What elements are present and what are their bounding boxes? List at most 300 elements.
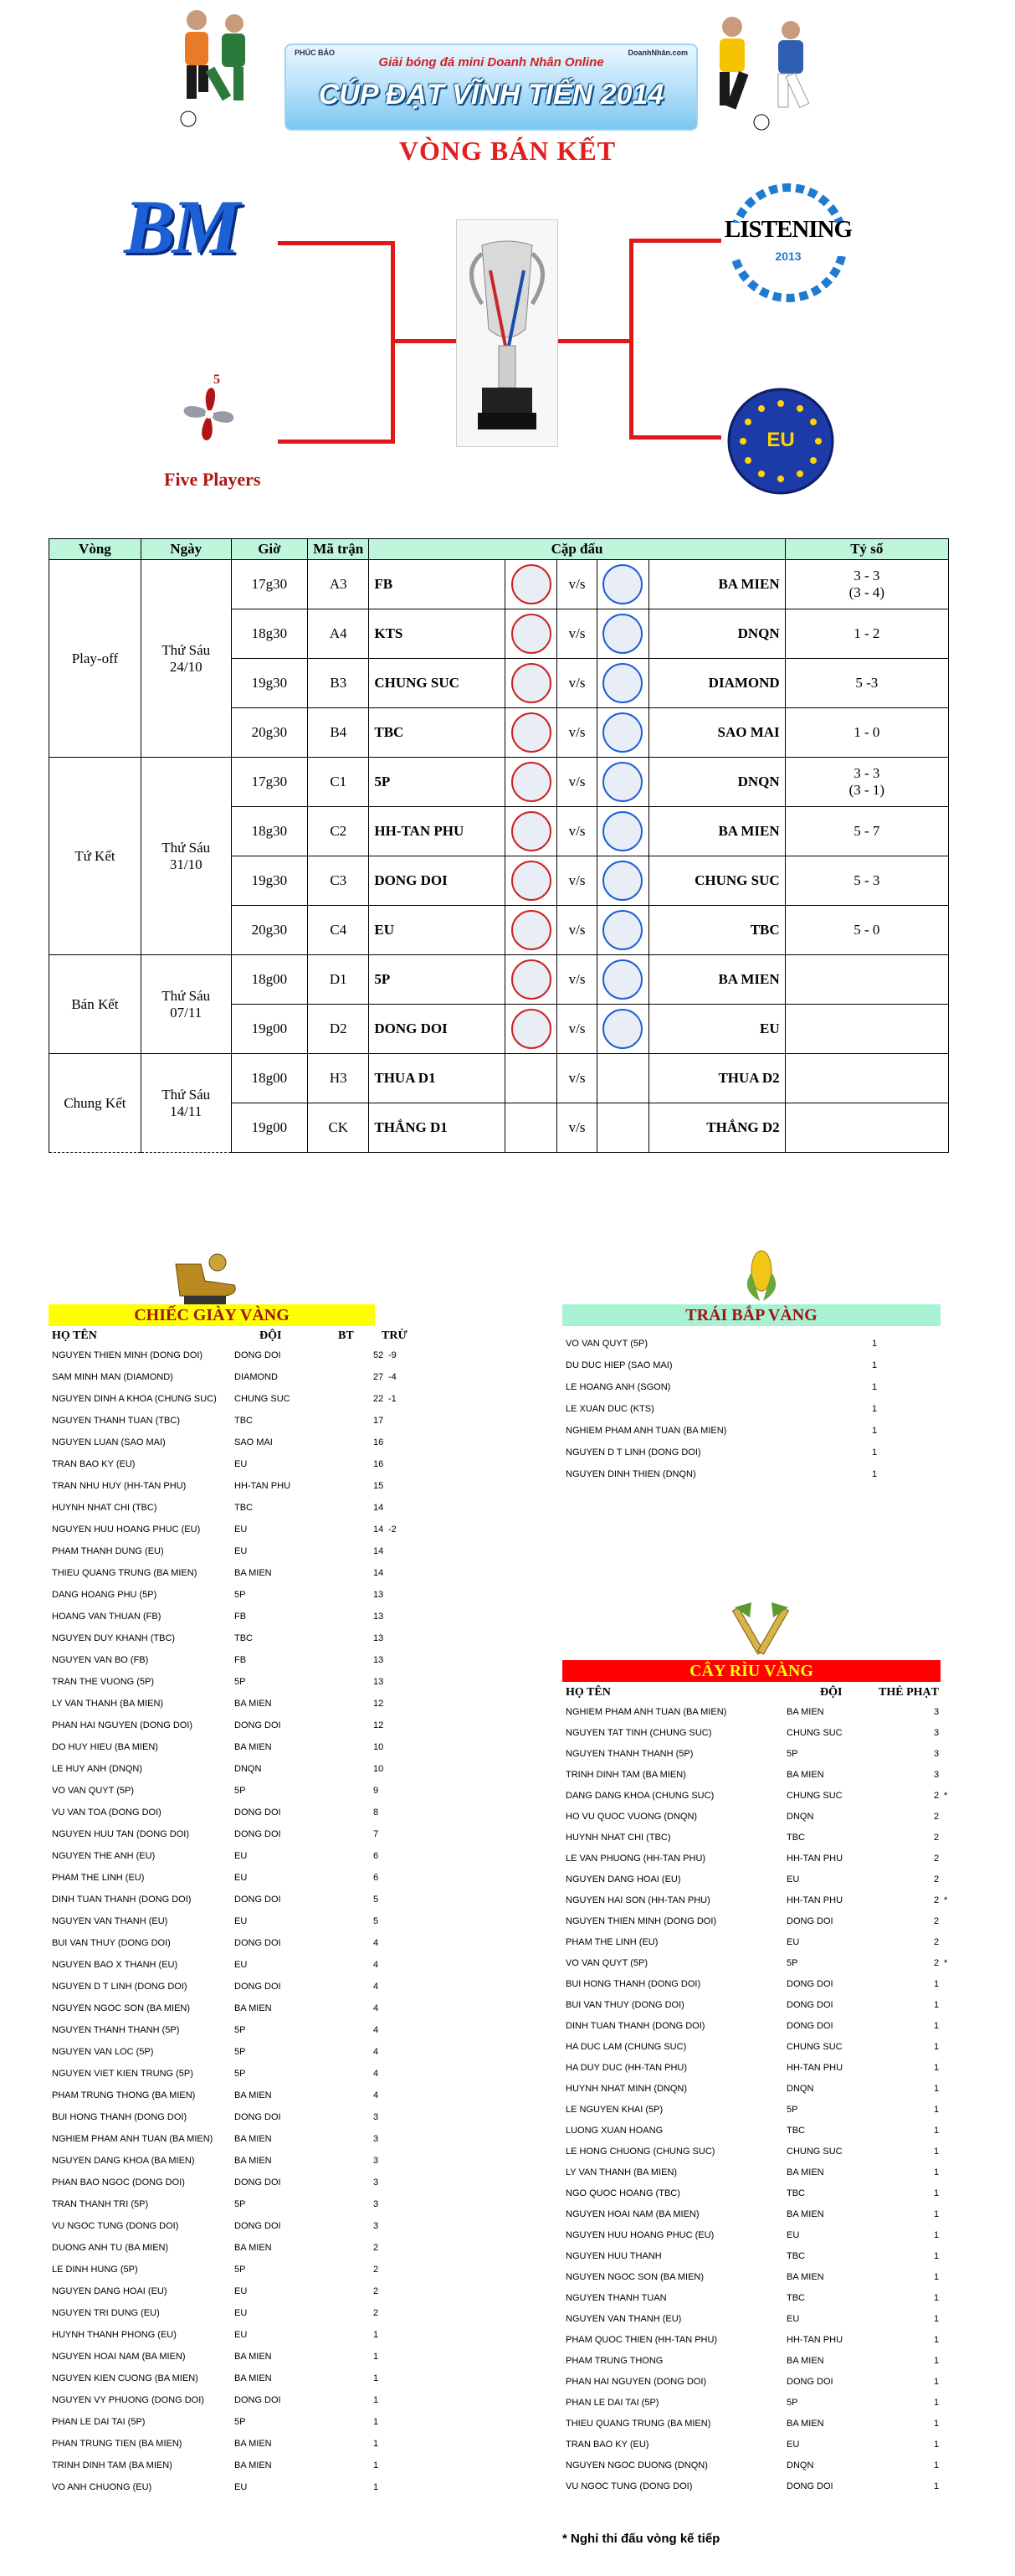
day-label: Thứ Sáu bbox=[161, 987, 211, 1004]
scorer-row bbox=[52, 2455, 403, 2476]
scorer-goals: 2 bbox=[373, 2265, 379, 2275]
time-cell: 19g30 bbox=[231, 659, 308, 708]
scorer-name: PHAN TRUNG TIEN (BA MIEN) bbox=[52, 2439, 182, 2449]
scorer-goals: 1 bbox=[373, 2352, 379, 2362]
bracket-line bbox=[278, 241, 395, 245]
home-logo-cell bbox=[505, 1005, 557, 1054]
card-team: CHUNG SUC bbox=[787, 2042, 843, 2052]
scorer-row bbox=[52, 1823, 403, 1845]
scorer-name: NGUYEN DANG KHOA (BA MIEN) bbox=[52, 2156, 195, 2166]
scorer-row bbox=[52, 1497, 403, 1519]
card-suspension-mark: * bbox=[944, 1895, 948, 1905]
scorer-goals: 13 bbox=[373, 1633, 384, 1643]
card-player-name: NGO QUOC HOANG (TBC) bbox=[566, 2188, 680, 2198]
round-title: VÒNG BÁN KẾT bbox=[398, 136, 617, 166]
card-count: 1 bbox=[934, 2063, 940, 2073]
scorer-name: VO ANH CHUONG (EU) bbox=[52, 2482, 152, 2492]
scorer-name: TRAN BAO KY (EU) bbox=[52, 1459, 136, 1469]
scorer-name: SAM MINH MAN (DIAMOND) bbox=[52, 1372, 173, 1382]
scorer-name: NGUYEN THE ANH (EU) bbox=[52, 1851, 156, 1861]
score-value: 5 - 7 bbox=[854, 823, 880, 839]
away-team-cell: DIAMOND bbox=[648, 659, 785, 708]
card-count: 1 bbox=[934, 2084, 940, 2094]
card-player-name: NGUYEN THANH TUAN bbox=[566, 2293, 667, 2303]
vs-cell: v/s bbox=[557, 1054, 597, 1103]
scorer-team: DONG DOI bbox=[234, 2112, 281, 2122]
card-player-name: LY VAN THANH (BA MIEN) bbox=[566, 2167, 678, 2178]
match-code-cell: D2 bbox=[308, 1005, 369, 1054]
scorer-goals: 4 bbox=[373, 2047, 379, 2057]
scorer-row bbox=[52, 1693, 403, 1715]
card-player-name: NGHIEM PHAM ANH TUAN (BA MIEN) bbox=[566, 1707, 727, 1717]
scorer-name: NGUYEN KIEN CUONG (BA MIEN) bbox=[52, 2373, 198, 2383]
scorer-goals: 4 bbox=[373, 2090, 379, 2100]
card-count: 1 bbox=[934, 2335, 940, 2345]
score-value: 3 - 3 bbox=[854, 765, 880, 781]
scorer-team: BA MIEN bbox=[234, 1568, 272, 1578]
corn-count: 1 bbox=[872, 1404, 878, 1414]
match-code-cell: C4 bbox=[308, 906, 369, 955]
listening-year: 2013 bbox=[775, 249, 802, 263]
score-cell bbox=[785, 1005, 948, 1054]
scorer-goals: 17 bbox=[373, 1416, 384, 1426]
home-logo-cell bbox=[505, 560, 557, 609]
five-players-logo bbox=[511, 762, 551, 802]
scorer-row bbox=[52, 1627, 403, 1649]
card-player-name: NGUYEN THIEN MINH (DONG DOI) bbox=[566, 1916, 717, 1926]
scorer-team: TBC bbox=[234, 1633, 253, 1643]
scorer-team: BA MIEN bbox=[234, 2373, 272, 2383]
scorer-row bbox=[52, 1540, 403, 1562]
bracket-line bbox=[278, 440, 395, 444]
away-logo-cell bbox=[597, 955, 648, 1005]
scorer-deduct: -1 bbox=[388, 1394, 397, 1404]
vs-cell: v/s bbox=[557, 609, 597, 659]
scorer-team: BA MIEN bbox=[234, 1742, 272, 1752]
card-player-name: HA DUC LAM (CHUNG SUC) bbox=[566, 2042, 687, 2052]
scorer-team: EU bbox=[234, 1525, 248, 1535]
time-cell: 18g30 bbox=[231, 807, 308, 856]
scorer-team: FB bbox=[234, 1655, 247, 1665]
scorer-goals: 9 bbox=[373, 1786, 379, 1796]
col-score: Tỷ số bbox=[785, 539, 948, 560]
card-row bbox=[566, 1806, 951, 1828]
scorer-team: BA MIEN bbox=[234, 1699, 272, 1709]
scorer-name: THIEU QUANG TRUNG (BA MIEN) bbox=[52, 1568, 197, 1578]
vs-cell: v/s bbox=[557, 906, 597, 955]
chung-suc-logo bbox=[602, 861, 643, 901]
home-logo-cell bbox=[505, 955, 557, 1005]
card-team: EU bbox=[787, 2230, 800, 2240]
dnqn-logo bbox=[602, 762, 643, 802]
scorer-team: DONG DOI bbox=[234, 1829, 281, 1839]
col-day: Ngày bbox=[141, 539, 231, 560]
scorer-team: DONG DOI bbox=[234, 1895, 281, 1905]
card-row bbox=[566, 1743, 951, 1765]
scorer-team: CHUNG SUC bbox=[234, 1394, 290, 1404]
card-count: 2 bbox=[934, 1895, 940, 1905]
time-cell: 19g30 bbox=[231, 856, 308, 906]
match-code-cell: C1 bbox=[308, 758, 369, 807]
card-count: 2 bbox=[934, 1854, 940, 1864]
away-logo-cell bbox=[597, 758, 648, 807]
card-row bbox=[566, 2078, 951, 2100]
scorer-goals: 12 bbox=[373, 1699, 384, 1709]
tournament-subtitle: Giải bóng đá mini Doanh Nhân Online bbox=[378, 55, 604, 69]
home-team-cell: 5P bbox=[369, 955, 505, 1005]
card-row bbox=[566, 2434, 951, 2455]
scorer-row bbox=[52, 1802, 403, 1823]
scorer-team: BA MIEN bbox=[234, 2243, 272, 2253]
five-players-logo bbox=[511, 959, 551, 1000]
card-team: CHUNG SUC bbox=[787, 1791, 843, 1801]
scorer-name: VU NGOC TUNG (DONG DOI) bbox=[52, 2221, 179, 2231]
scorer-name: NGUYEN DINH A KHOA (CHUNG SUC) bbox=[52, 1394, 217, 1404]
card-team: EU bbox=[787, 2314, 800, 2324]
scorer-name: BUI HONG THANH (DONG DOI) bbox=[52, 2112, 187, 2122]
scorer-name: NGUYEN TRI DUNG (EU) bbox=[52, 2308, 160, 2318]
date-label: 24/10 bbox=[169, 658, 202, 675]
card-count: 1 bbox=[934, 2377, 940, 2387]
round-cell: Play-off bbox=[49, 560, 141, 758]
time-cell: 18g30 bbox=[231, 609, 308, 659]
card-player-name: NGUYEN HUU HOANG PHUC (EU) bbox=[566, 2230, 715, 2240]
scorer-goals: 27 bbox=[373, 1372, 384, 1382]
vs-cell: v/s bbox=[557, 1103, 597, 1153]
score-value: 1 - 2 bbox=[854, 625, 880, 641]
away-logo-cell bbox=[597, 856, 648, 906]
scorer-row bbox=[52, 1345, 403, 1366]
away-team-cell: THẮNG D2 bbox=[648, 1103, 785, 1153]
away-team-cell: BA MIEN bbox=[648, 807, 785, 856]
scorer-name: DINH TUAN THANH (DONG DOI) bbox=[52, 1895, 192, 1905]
scorer-team: 5P bbox=[234, 2265, 246, 2275]
bracket-line bbox=[629, 435, 721, 440]
card-team: BA MIEN bbox=[787, 2167, 824, 2178]
scorer-goals: 2 bbox=[373, 2308, 379, 2318]
card-player-name: THIEU QUANG TRUNG (BA MIEN) bbox=[566, 2419, 711, 2429]
scorer-name: HUYNH THANH PHONG (EU) bbox=[52, 2330, 177, 2340]
match-row bbox=[49, 1054, 949, 1103]
scorer-goals: 3 bbox=[373, 2221, 379, 2231]
chung-suc-logo bbox=[511, 663, 551, 703]
scorer-goals: 2 bbox=[373, 2243, 379, 2253]
hh-tan-phu-logo bbox=[511, 811, 551, 851]
time-cell: 20g30 bbox=[231, 906, 308, 955]
corn-name: DU DUC HIEP (SAO MAI) bbox=[566, 1360, 673, 1370]
scorer-team: DONG DOI bbox=[234, 1350, 281, 1360]
home-logo-cell bbox=[505, 906, 557, 955]
scorer-row bbox=[52, 1932, 403, 1954]
away-team-cell: CHUNG SUC bbox=[648, 856, 785, 906]
scorer-name: NGUYEN THANH TUAN (TBC) bbox=[52, 1416, 180, 1426]
card-count: 1 bbox=[934, 2105, 940, 2115]
score-cell bbox=[785, 955, 948, 1005]
card-team: HH-TAN PHU bbox=[787, 1854, 843, 1864]
card-count: 1 bbox=[934, 2042, 940, 2052]
bm-logo bbox=[602, 811, 643, 851]
round-cell: Chung Kết bbox=[49, 1054, 141, 1153]
scorer-goals: 15 bbox=[373, 1481, 384, 1491]
card-player-name: NGUYEN HOAI NAM (BA MIEN) bbox=[566, 2209, 700, 2219]
card-player-name: NGUYEN NGOC DUONG (DNQN) bbox=[566, 2460, 708, 2471]
scorer-name: NGUYEN LUAN (SAO MAI) bbox=[52, 1437, 166, 1447]
golden-boot-trophy-icon bbox=[159, 1247, 251, 1306]
scorer-goals: 16 bbox=[373, 1437, 384, 1447]
card-row bbox=[566, 1722, 951, 1744]
vs-cell: v/s bbox=[557, 1005, 597, 1054]
corn-name: LE XUAN DUC (KTS) bbox=[566, 1404, 654, 1414]
away-team-cell: SAO MAI bbox=[648, 708, 785, 758]
scorer-name: NGUYEN VAN LOC (5P) bbox=[52, 2047, 154, 2057]
tournament-title: CÚP ĐẠT VĨNH TIẾN 2014 bbox=[318, 79, 664, 111]
card-player-name: TRINH DINH TAM (BA MIEN) bbox=[566, 1770, 686, 1780]
card-count: 1 bbox=[934, 2293, 940, 2303]
card-count: 2 bbox=[934, 1958, 940, 1968]
scorer-row bbox=[52, 1910, 403, 1932]
card-team: CHUNG SUC bbox=[787, 2147, 843, 2157]
scorer-team: EU bbox=[234, 2330, 248, 2340]
scorer-goals: 3 bbox=[373, 2199, 379, 2209]
scorer-name: NGUYEN VAN BO (FB) bbox=[52, 1655, 149, 1665]
vs-cell: v/s bbox=[557, 856, 597, 906]
corn-row bbox=[566, 1420, 934, 1442]
scorer-team: TBC bbox=[234, 1503, 253, 1513]
match-code-cell: D1 bbox=[308, 955, 369, 1005]
scorer-team: BA MIEN bbox=[234, 2134, 272, 2144]
card-player-name: NGUYEN DANG HOAI (EU) bbox=[566, 1874, 681, 1884]
golden-corn-icon bbox=[736, 1247, 787, 1303]
listening-label: LISTENING bbox=[724, 216, 853, 243]
card-team: BA MIEN bbox=[787, 2209, 824, 2219]
scorer-team: DONG DOI bbox=[234, 1807, 281, 1818]
scorer-row bbox=[52, 1649, 403, 1671]
card-row bbox=[566, 2120, 951, 2142]
score-cell bbox=[785, 609, 948, 659]
away-team-cell: DNQN bbox=[648, 609, 785, 659]
scorer-name: VO VAN QUYT (5P) bbox=[52, 1786, 135, 1796]
match-row bbox=[49, 758, 949, 807]
card-team: 5P bbox=[787, 2105, 798, 2115]
card-row bbox=[566, 1994, 951, 2016]
card-count: 1 bbox=[934, 2188, 940, 2198]
scorer-team: DONG DOI bbox=[234, 1938, 281, 1948]
scorer-team: EU bbox=[234, 2286, 248, 2296]
card-count: 2 bbox=[934, 1791, 940, 1801]
scorer-name: PHAN BAO NGOC (DONG DOI) bbox=[52, 2178, 185, 2188]
card-row bbox=[566, 2203, 951, 2225]
col-round: Vòng bbox=[49, 539, 141, 560]
card-row bbox=[566, 1701, 951, 1723]
scorer-team: FB bbox=[234, 1612, 247, 1622]
card-row bbox=[566, 2455, 951, 2476]
day-label: Thứ Sáu bbox=[161, 641, 211, 658]
scorer-goals: 4 bbox=[373, 2025, 379, 2035]
date-label: 07/11 bbox=[170, 1004, 202, 1021]
card-player-name: HUYNH NHAT CHI (TBC) bbox=[566, 1833, 671, 1843]
card-row bbox=[566, 1952, 951, 1974]
match-code-cell: B4 bbox=[308, 708, 369, 758]
scorer-team: EU bbox=[234, 1873, 248, 1883]
scorer-row bbox=[52, 1780, 403, 1802]
suspension-footnote: * Nghỉ thi đấu vòng kế tiếp bbox=[562, 2532, 720, 2546]
home-team-cell: 5P bbox=[369, 758, 505, 807]
scorer-row bbox=[52, 1845, 403, 1867]
scorer-row bbox=[52, 1366, 403, 1388]
date-label: 14/11 bbox=[170, 1103, 202, 1119]
card-player-name: PHAM TRUNG THONG bbox=[566, 2356, 664, 2366]
scorer-row bbox=[52, 1889, 403, 1910]
corn-count: 1 bbox=[872, 1426, 878, 1436]
home-logo-cell bbox=[505, 659, 557, 708]
away-logo-cell bbox=[597, 659, 648, 708]
scorer-team: 5P bbox=[234, 1590, 246, 1600]
home-team-cell: DONG DOI bbox=[369, 856, 505, 906]
card-team: EU bbox=[787, 1937, 800, 1947]
card-player-name: PHAM THE LINH (EU) bbox=[566, 1937, 659, 1947]
scorer-goals: 4 bbox=[373, 2003, 379, 2013]
scorer-name: PHAN LE DAI TAI (5P) bbox=[52, 2417, 146, 2427]
corn-row bbox=[566, 1355, 934, 1376]
date-cell bbox=[141, 560, 231, 758]
scorer-name: NGUYEN THANH THANH (5P) bbox=[52, 2025, 180, 2035]
card-row bbox=[566, 1827, 951, 1848]
home-team-cell: DONG DOI bbox=[369, 1005, 505, 1054]
home-logo-cell bbox=[505, 1054, 557, 1103]
home-team-cell: FB bbox=[369, 560, 505, 609]
scorer-team: SAO MAI bbox=[234, 1437, 273, 1447]
scorer-row bbox=[52, 1432, 403, 1453]
scorer-name: NGUYEN THIEN MINH (DONG DOI) bbox=[52, 1350, 203, 1360]
home-team-cell: HH-TAN PHU bbox=[369, 807, 505, 856]
card-team: DONG DOI bbox=[787, 1916, 833, 1926]
scorer-row bbox=[52, 2019, 403, 2041]
scorer-row bbox=[52, 2172, 403, 2193]
scorer-name: TRAN NHU HUY (HH-TAN PHU) bbox=[52, 1481, 187, 1491]
card-team: EU bbox=[787, 1874, 800, 1884]
card-team: DNQN bbox=[787, 1812, 814, 1822]
card-team: CHUNG SUC bbox=[787, 1728, 843, 1738]
scorer-name: VU VAN TOA (DONG DOI) bbox=[52, 1807, 161, 1818]
card-player-name: LE VAN PHUONG (HH-TAN PHU) bbox=[566, 1854, 706, 1864]
time-cell: 19g00 bbox=[231, 1103, 308, 1153]
golden-corn-title: TRÁI BẮP VÀNG bbox=[562, 1304, 941, 1326]
home-team-cell: TBC bbox=[369, 708, 505, 758]
scorer-row bbox=[52, 2063, 403, 2085]
card-row bbox=[566, 1785, 951, 1807]
match-code-cell: A3 bbox=[308, 560, 369, 609]
corn-count: 1 bbox=[872, 1447, 878, 1458]
score-cell bbox=[785, 758, 948, 807]
card-row bbox=[566, 2036, 951, 2058]
card-count: 1 bbox=[934, 2021, 940, 2031]
card-count: 1 bbox=[934, 2481, 940, 2491]
away-team-cell: BA MIEN bbox=[648, 560, 785, 609]
card-player-name: BUI HONG THANH (DONG DOI) bbox=[566, 1979, 701, 1989]
card-count: 1 bbox=[934, 2167, 940, 2178]
score-penalty: (3 - 1) bbox=[848, 782, 885, 798]
card-row bbox=[566, 1890, 951, 1911]
away-logo-cell bbox=[597, 807, 648, 856]
scorer-deduct: -9 bbox=[388, 1350, 397, 1360]
scorer-row bbox=[52, 1562, 403, 1584]
card-count: 1 bbox=[934, 2419, 940, 2429]
away-logo-cell bbox=[597, 609, 648, 659]
away-team-cell: THUA D2 bbox=[648, 1054, 785, 1103]
score-cell bbox=[785, 906, 948, 955]
scorer-row bbox=[52, 2302, 403, 2324]
eu-label: EU bbox=[766, 429, 795, 451]
card-player-name: VO VAN QUYT (5P) bbox=[566, 1958, 648, 1968]
card-count: 1 bbox=[934, 2460, 940, 2471]
footballer-left-image bbox=[163, 2, 264, 136]
home-logo-cell bbox=[505, 609, 557, 659]
scorer-team: EU bbox=[234, 2482, 248, 2492]
score-value: 1 - 0 bbox=[854, 724, 880, 740]
footballer-right-image bbox=[695, 5, 828, 139]
scorer-row bbox=[52, 2280, 403, 2302]
card-count: 2 bbox=[934, 1812, 940, 1822]
card-player-name: NGUYEN VAN THANH (EU) bbox=[566, 2314, 682, 2324]
scorer-row bbox=[52, 1453, 403, 1475]
card-team: DONG DOI bbox=[787, 2481, 833, 2491]
scorer-goals: 4 bbox=[373, 1982, 379, 1992]
scorer-goals: 10 bbox=[373, 1764, 384, 1774]
card-team: DONG DOI bbox=[787, 2000, 833, 2010]
scorer-goals: 1 bbox=[373, 2373, 379, 2383]
away-team-cell: TBC bbox=[648, 906, 785, 955]
card-row bbox=[566, 2308, 951, 2330]
card-count: 3 bbox=[934, 1707, 940, 1717]
card-row bbox=[566, 2329, 951, 2351]
scorer-team: DONG DOI bbox=[234, 1982, 281, 1992]
sponsor-left: PHÚC BẢO bbox=[295, 49, 336, 57]
scorer-team: BA MIEN bbox=[234, 2090, 272, 2100]
scorer-name: NGHIEM PHAM ANH TUAN (BA MIEN) bbox=[52, 2134, 213, 2144]
card-player-name: TRAN BAO KY (EU) bbox=[566, 2440, 649, 2450]
card-team: 5P bbox=[787, 1749, 798, 1759]
scorer-row bbox=[52, 2259, 403, 2280]
scorer-team: DIAMOND bbox=[234, 1372, 278, 1382]
home-logo-cell bbox=[505, 758, 557, 807]
corn-row bbox=[566, 1463, 934, 1485]
corn-count: 1 bbox=[872, 1339, 878, 1349]
card-player-name: NGUYEN THANH THANH (5P) bbox=[566, 1749, 694, 1759]
away-team-cell: BA MIEN bbox=[648, 955, 785, 1005]
card-player-name: HO VU QUOC VUONG (DNQN) bbox=[566, 1812, 698, 1822]
col-match: Mã trận bbox=[308, 539, 369, 560]
scorer-goals: 12 bbox=[373, 1720, 384, 1730]
scorer-row bbox=[52, 1867, 403, 1889]
col-pairing: Cặp đấu bbox=[369, 539, 785, 560]
eu-logo bbox=[602, 1009, 643, 1049]
scorer-row bbox=[52, 1410, 403, 1432]
card-row bbox=[566, 2392, 951, 2414]
scorer-row bbox=[52, 1388, 403, 1410]
card-row bbox=[566, 2162, 951, 2183]
match-row bbox=[49, 560, 949, 609]
corn-name: NGHIEM PHAM ANH TUAN (BA MIEN) bbox=[566, 1426, 727, 1436]
scorer-name: NGUYEN DANG HOAI (EU) bbox=[52, 2286, 167, 2296]
card-count: 1 bbox=[934, 2398, 940, 2408]
card-row bbox=[566, 2266, 951, 2288]
card-row bbox=[566, 2224, 951, 2246]
scorer-goals: 1 bbox=[373, 2460, 379, 2471]
time-cell: 20g30 bbox=[231, 708, 308, 758]
date-cell bbox=[141, 955, 231, 1054]
away-team-cell: DNQN bbox=[648, 758, 785, 807]
scorer-team: EU bbox=[234, 2308, 248, 2318]
